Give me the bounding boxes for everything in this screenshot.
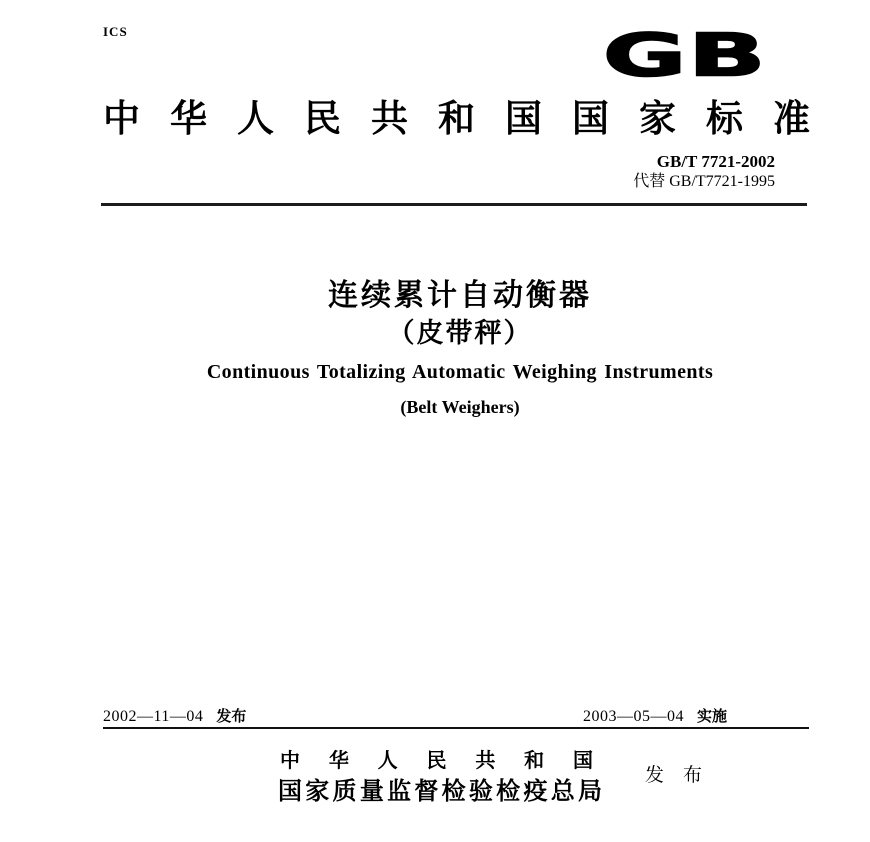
standard-number-block [633, 152, 775, 191]
header-rule [101, 203, 807, 206]
standard-code: GB/T 7721-2002 [656, 152, 775, 171]
national-standard-banner: 中 华 人 民 共 和 国 国 家 标 准 [103, 99, 810, 140]
issue-label: 发布 [216, 708, 247, 725]
ics-code-label: ICS [103, 24, 128, 39]
footer-rule [103, 727, 809, 729]
title-block [103, 278, 817, 418]
gb-logo: GB [602, 21, 767, 91]
subtitle-english: (Belt Weighers) [400, 397, 520, 418]
title-chinese: 连续累计自动衡器 [328, 279, 592, 312]
implement-date: 2003—05—04 [582, 708, 684, 725]
supersedes-note: 代替 GB/T7721-1995 [633, 172, 775, 190]
dates-row [103, 705, 809, 726]
implement-label: 实施 [696, 708, 727, 725]
publish-label: 发 布 [645, 765, 702, 786]
issue-date: 2002—11—04 [103, 708, 204, 725]
issuing-body-line1: 中 华 人 民 共 和 国 [280, 750, 593, 772]
issuing-body-line2: 国家质量监督检验检疫总局 [278, 778, 602, 805]
subtitle-chinese: （皮带秤） [387, 318, 533, 348]
issue-date-group [103, 705, 246, 726]
title-english: Continuous Totalizing Automatic Weighing Instruments [206, 361, 714, 384]
implement-date-group [583, 705, 727, 726]
